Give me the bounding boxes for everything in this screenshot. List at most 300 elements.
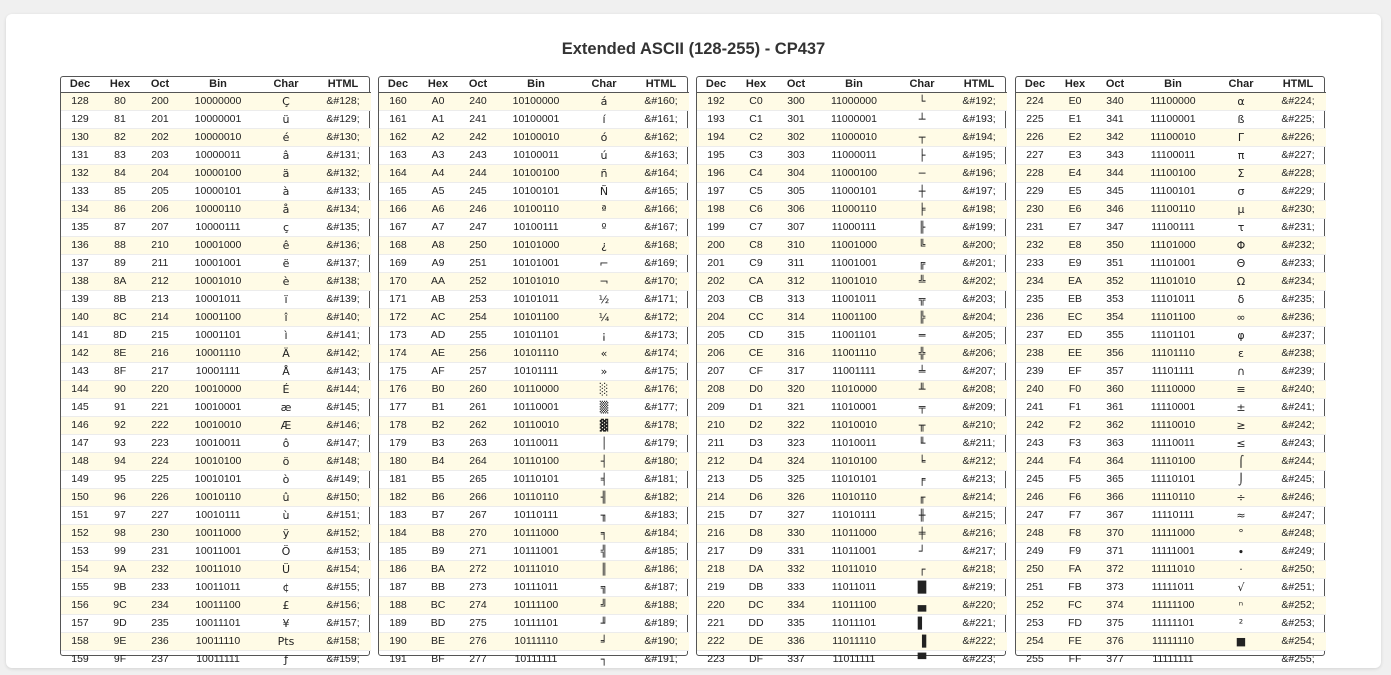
column-header-bin: Bin xyxy=(497,77,575,92)
dec-cell: 246 xyxy=(1016,488,1054,506)
dec-cell: 192 xyxy=(697,92,735,110)
oct-cell: 210 xyxy=(141,236,179,254)
hex-cell: D8 xyxy=(735,524,777,542)
char-cell: ≡ xyxy=(1212,380,1270,398)
ascii-table-1 xyxy=(60,76,370,666)
char-cell: ▀ xyxy=(917,652,927,666)
bin-cell: 11010000 xyxy=(815,380,893,398)
dec-cell: 201 xyxy=(697,254,735,272)
table-row xyxy=(697,542,1007,560)
oct-cell: 203 xyxy=(141,146,179,164)
table-row xyxy=(697,200,1007,218)
char-cell: Pts xyxy=(257,632,315,650)
dec-cell: 167 xyxy=(379,218,417,236)
table-row xyxy=(1016,416,1326,434)
hex-cell: 8F xyxy=(99,362,141,380)
dec-cell: 177 xyxy=(379,398,417,416)
char-cell: ä xyxy=(257,164,315,182)
oct-cell: 317 xyxy=(777,362,815,380)
table-row xyxy=(379,560,689,578)
html-cell: &#223; xyxy=(962,652,996,665)
dec-cell: 151 xyxy=(61,506,99,524)
char-cell: ╢ xyxy=(575,488,633,506)
hex-cell: D2 xyxy=(735,416,777,434)
bin-cell: 10000111 xyxy=(179,218,257,236)
table-row xyxy=(379,326,689,344)
hex-cell: C8 xyxy=(735,236,777,254)
bin-cell: 10110111 xyxy=(497,506,575,524)
dec-cell: 131 xyxy=(61,146,99,164)
oct-cell: 311 xyxy=(777,254,815,272)
table-row xyxy=(697,560,1007,578)
table-row xyxy=(1016,218,1326,236)
oct-cell: 232 xyxy=(141,560,179,578)
bin-cell: 11100101 xyxy=(1134,182,1212,200)
html-cell: &#148; xyxy=(315,452,371,470)
hex-cell: DC xyxy=(735,596,777,614)
bin-cell: 10100100 xyxy=(497,164,575,182)
bin-cell: 10110011 xyxy=(497,434,575,452)
dec-cell: 193 xyxy=(697,110,735,128)
char-cell: ° xyxy=(1212,524,1270,542)
oct-cell: 353 xyxy=(1096,290,1134,308)
oct-cell: 373 xyxy=(1096,578,1134,596)
html-cell: &#215; xyxy=(951,506,1007,524)
bin-cell: 11111100 xyxy=(1134,596,1212,614)
table-row xyxy=(1016,380,1326,398)
dec-cell: 252 xyxy=(1016,596,1054,614)
oct-cell: 233 xyxy=(141,578,179,596)
html-cell: &#245; xyxy=(1270,470,1326,488)
char-cell: Ä xyxy=(257,344,315,362)
char-cell: £ xyxy=(257,596,315,614)
table-row xyxy=(61,182,371,200)
html-cell: &#134; xyxy=(315,200,371,218)
oct-cell: 305 xyxy=(777,182,815,200)
oct-cell: 213 xyxy=(141,290,179,308)
html-cell: &#155; xyxy=(315,578,371,596)
hex-cell: 84 xyxy=(99,164,141,182)
column-header-dec: Dec xyxy=(697,77,735,92)
table-header-row xyxy=(697,77,1007,92)
oct-cell: 331 xyxy=(777,542,815,560)
bin-cell: 11010001 xyxy=(815,398,893,416)
html-cell: &#131; xyxy=(315,146,371,164)
table-row xyxy=(1016,92,1326,110)
html-cell: &#150; xyxy=(315,488,371,506)
html-cell: &#182; xyxy=(633,488,689,506)
bin-cell: 11010110 xyxy=(815,488,893,506)
html-cell: &#234; xyxy=(1270,272,1326,290)
hex-cell: B5 xyxy=(417,470,459,488)
bin-cell: 11000101 xyxy=(815,182,893,200)
table-row xyxy=(61,146,371,164)
bin-cell: 11001011 xyxy=(815,290,893,308)
dec-cell: 135 xyxy=(61,218,99,236)
dec-cell: 231 xyxy=(1016,218,1054,236)
column-header-dec: Dec xyxy=(1016,77,1054,92)
char-cell: δ xyxy=(1212,290,1270,308)
table-row xyxy=(379,596,689,614)
table-row xyxy=(379,218,689,236)
hex-cell: EF xyxy=(1054,362,1096,380)
char-cell: ⌡ xyxy=(1212,470,1270,488)
oct-cell: 302 xyxy=(777,128,815,146)
column-header-bin: Bin xyxy=(1134,77,1212,92)
bin-cell: 11001001 xyxy=(815,254,893,272)
oct-cell: 346 xyxy=(1096,200,1134,218)
dec-cell: 237 xyxy=(1016,326,1054,344)
html-cell: &#163; xyxy=(633,146,689,164)
hex-cell: 87 xyxy=(99,218,141,236)
dec-cell: 185 xyxy=(379,542,417,560)
table-row xyxy=(1016,524,1326,542)
hex-cell: 94 xyxy=(99,452,141,470)
hex-cell: C3 xyxy=(735,146,777,164)
char-cell: σ xyxy=(1212,182,1270,200)
oct-cell: 340 xyxy=(1096,92,1134,110)
char-cell: ƒ xyxy=(284,652,288,666)
bin-cell: 11110110 xyxy=(1134,488,1212,506)
html-cell: &#205; xyxy=(951,326,1007,344)
oct-cell: 251 xyxy=(459,254,497,272)
bin-cell: 10001110 xyxy=(179,344,257,362)
char-cell: ╘ xyxy=(893,452,951,470)
char-cell: · xyxy=(1212,560,1270,578)
oct-cell: 267 xyxy=(459,506,497,524)
char-cell: ê xyxy=(257,236,315,254)
dec-cell: 224 xyxy=(1016,92,1054,110)
char-cell: æ xyxy=(257,398,315,416)
hex-cell: D0 xyxy=(735,380,777,398)
oct-cell: 264 xyxy=(459,452,497,470)
hex-cell: F6 xyxy=(1054,488,1096,506)
dec-cell: 134 xyxy=(61,200,99,218)
html-cell: &#129; xyxy=(315,110,371,128)
oct-cell: 304 xyxy=(777,164,815,182)
table-row xyxy=(697,506,1007,524)
hex-cell: B8 xyxy=(417,524,459,542)
html-cell: &#253; xyxy=(1270,614,1326,632)
html-cell: &#135; xyxy=(315,218,371,236)
char-cell: ╓ xyxy=(893,488,951,506)
hex-cell: E3 xyxy=(1054,146,1096,164)
dec-cell: 188 xyxy=(379,596,417,614)
hex-cell: A1 xyxy=(417,110,459,128)
oct-cell: 263 xyxy=(459,434,497,452)
html-cell: &#164; xyxy=(633,164,689,182)
bin-cell: 11011010 xyxy=(815,560,893,578)
hex-cell: F5 xyxy=(1054,470,1096,488)
table-row xyxy=(1016,488,1326,506)
oct-cell: 355 xyxy=(1096,326,1134,344)
oct-cell: 315 xyxy=(777,326,815,344)
dec-cell: 187 xyxy=(379,578,417,596)
char-cell: φ xyxy=(1212,326,1270,344)
char-cell: ╣ xyxy=(575,542,633,560)
dec-cell: 132 xyxy=(61,164,99,182)
char-cell: ╥ xyxy=(893,416,951,434)
html-cell: &#172; xyxy=(633,308,689,326)
oct-cell: 202 xyxy=(141,128,179,146)
oct-cell: 230 xyxy=(141,524,179,542)
table-row xyxy=(379,452,689,470)
hex-cell: CF xyxy=(735,362,777,380)
bin-cell: 11111000 xyxy=(1134,524,1212,542)
char-cell: ░ xyxy=(575,380,633,398)
oct-cell: 370 xyxy=(1096,524,1134,542)
hex-cell: EA xyxy=(1054,272,1096,290)
hex-cell: 98 xyxy=(99,524,141,542)
bin-cell: 11111010 xyxy=(1134,560,1212,578)
html-cell: &#178; xyxy=(633,416,689,434)
dec-cell: 144 xyxy=(61,380,99,398)
html-cell: &#175; xyxy=(633,362,689,380)
dec-cell: 166 xyxy=(379,200,417,218)
oct-cell: 261 xyxy=(459,398,497,416)
table-row xyxy=(1016,506,1326,524)
bin-cell: 10010011 xyxy=(179,434,257,452)
char-cell: ╪ xyxy=(893,524,951,542)
bin-cell: 10011111 xyxy=(196,652,240,665)
html-cell: &#247; xyxy=(1270,506,1326,524)
html-cell: &#141; xyxy=(315,326,371,344)
dec-cell: 179 xyxy=(379,434,417,452)
hex-cell: B9 xyxy=(417,542,459,560)
oct-cell: 367 xyxy=(1096,506,1134,524)
html-cell: &#227; xyxy=(1270,146,1326,164)
html-cell: &#221; xyxy=(951,614,1007,632)
table-row xyxy=(379,272,689,290)
hex-cell: 9B xyxy=(99,578,141,596)
oct-cell: 374 xyxy=(1096,596,1134,614)
table-row xyxy=(61,650,371,668)
column-header-html: HTML xyxy=(1270,77,1326,92)
oct-cell: 216 xyxy=(141,344,179,362)
char-cell: ╨ xyxy=(893,380,951,398)
html-cell: &#130; xyxy=(315,128,371,146)
hex-cell: A5 xyxy=(417,182,459,200)
oct-cell: 362 xyxy=(1096,416,1134,434)
char-cell: » xyxy=(575,362,633,380)
table-row xyxy=(61,164,371,182)
html-cell: &#157; xyxy=(315,614,371,632)
table-row xyxy=(379,632,689,650)
table-row xyxy=(61,344,371,362)
dec-cell: 207 xyxy=(697,362,735,380)
dec-cell: 226 xyxy=(1016,128,1054,146)
bin-cell: 10001011 xyxy=(179,290,257,308)
bin-cell: 10011000 xyxy=(179,524,257,542)
char-cell: ■ xyxy=(1212,632,1270,650)
bin-cell: 10010110 xyxy=(179,488,257,506)
html-cell: &#190; xyxy=(633,632,689,650)
oct-cell: 242 xyxy=(459,128,497,146)
dec-cell: 181 xyxy=(379,470,417,488)
bin-cell: 11101110 xyxy=(1134,344,1212,362)
bin-cell: 10110010 xyxy=(497,416,575,434)
char-cell: ╖ xyxy=(575,506,633,524)
char-cell: è xyxy=(257,272,315,290)
dec-cell: 239 xyxy=(1016,362,1054,380)
char-cell: ∙ xyxy=(1212,542,1270,560)
html-cell: &#185; xyxy=(633,542,689,560)
html-cell: &#161; xyxy=(633,110,689,128)
hex-cell: AF xyxy=(417,362,459,380)
dec-cell: 191 xyxy=(389,652,407,665)
bin-cell: 10000010 xyxy=(179,128,257,146)
dec-cell: 184 xyxy=(379,524,417,542)
bin-cell: 11111101 xyxy=(1134,614,1212,632)
table-row xyxy=(1016,236,1326,254)
oct-cell: 306 xyxy=(777,200,815,218)
char-cell: é xyxy=(257,128,315,146)
oct-cell: 207 xyxy=(141,218,179,236)
table-row xyxy=(1016,398,1326,416)
oct-cell: 377 xyxy=(1106,652,1124,665)
dec-cell: 160 xyxy=(379,92,417,110)
hex-cell: 82 xyxy=(99,128,141,146)
char-cell: ┴ xyxy=(893,110,951,128)
char-cell: Ñ xyxy=(575,182,633,200)
char-cell: Æ xyxy=(257,416,315,434)
bin-cell: 11110100 xyxy=(1134,452,1212,470)
html-cell: &#144; xyxy=(315,380,371,398)
char-cell: ¼ xyxy=(575,308,633,326)
table-row xyxy=(379,506,689,524)
hex-cell: E1 xyxy=(1054,110,1096,128)
dec-cell: 194 xyxy=(697,128,735,146)
html-cell: &#186; xyxy=(633,560,689,578)
table-row xyxy=(61,218,371,236)
html-cell: &#179; xyxy=(633,434,689,452)
char-cell: ║ xyxy=(575,560,633,578)
oct-cell: 273 xyxy=(459,578,497,596)
dec-cell: 137 xyxy=(61,254,99,272)
html-cell: &#255; xyxy=(1281,652,1315,665)
oct-cell: 347 xyxy=(1096,218,1134,236)
bin-cell: 10000001 xyxy=(179,110,257,128)
html-cell: &#219; xyxy=(951,578,1007,596)
char-cell: ù xyxy=(257,506,315,524)
bin-cell: 10011010 xyxy=(179,560,257,578)
hex-cell: DA xyxy=(735,560,777,578)
bin-cell: 10111110 xyxy=(497,632,575,650)
table-row xyxy=(61,236,371,254)
dec-cell: 147 xyxy=(61,434,99,452)
html-cell: &#233; xyxy=(1270,254,1326,272)
html-cell: &#206; xyxy=(951,344,1007,362)
bin-cell: 10101001 xyxy=(497,254,575,272)
char-cell: ç xyxy=(257,218,315,236)
hex-cell: F4 xyxy=(1054,452,1096,470)
hex-cell: BB xyxy=(417,578,459,596)
html-cell: &#153; xyxy=(315,542,371,560)
bin-cell: 10110110 xyxy=(497,488,575,506)
column-header-hex: Hex xyxy=(735,77,777,92)
table-row xyxy=(61,272,371,290)
html-cell: &#231; xyxy=(1270,218,1326,236)
hex-cell: 9D xyxy=(99,614,141,632)
oct-cell: 237 xyxy=(151,652,169,665)
html-cell: &#136; xyxy=(315,236,371,254)
table-row xyxy=(61,434,371,452)
hex-cell: FF xyxy=(1068,652,1082,665)
char-cell: ─ xyxy=(893,164,951,182)
hex-cell: D1 xyxy=(735,398,777,416)
table-header-row xyxy=(61,77,371,92)
table-row xyxy=(379,398,689,416)
oct-cell: 361 xyxy=(1096,398,1134,416)
html-cell: &#235; xyxy=(1270,290,1326,308)
dec-cell: 136 xyxy=(61,236,99,254)
ascii-table-4 xyxy=(1015,76,1325,665)
oct-cell: 201 xyxy=(141,110,179,128)
hex-cell: 83 xyxy=(99,146,141,164)
oct-cell: 204 xyxy=(141,164,179,182)
html-cell: &#197; xyxy=(951,182,1007,200)
hex-cell: CD xyxy=(735,326,777,344)
html-cell: &#160; xyxy=(633,92,689,110)
html-cell: &#213; xyxy=(951,470,1007,488)
table-row xyxy=(379,308,689,326)
hex-cell: 97 xyxy=(99,506,141,524)
hex-cell: BF xyxy=(431,652,445,665)
html-cell: &#173; xyxy=(633,326,689,344)
bin-cell: 10101100 xyxy=(497,308,575,326)
html-cell: &#226; xyxy=(1270,128,1326,146)
table-row xyxy=(379,290,689,308)
char-cell: ñ xyxy=(575,164,633,182)
char-cell: ¡ xyxy=(575,326,633,344)
oct-cell: 335 xyxy=(777,614,815,632)
hex-cell: E8 xyxy=(1054,236,1096,254)
table-row xyxy=(697,434,1007,452)
char-cell: ú xyxy=(575,146,633,164)
char-cell: ╧ xyxy=(893,362,951,380)
html-cell: &#232; xyxy=(1270,236,1326,254)
char-cell: ═ xyxy=(893,326,951,344)
bin-cell: 10111010 xyxy=(497,560,575,578)
hex-cell: F7 xyxy=(1054,506,1096,524)
bin-cell: 11001010 xyxy=(815,272,893,290)
char-cell: ó xyxy=(575,128,633,146)
table-row xyxy=(1016,182,1326,200)
hex-cell: DB xyxy=(735,578,777,596)
oct-cell: 271 xyxy=(459,542,497,560)
hex-cell: C4 xyxy=(735,164,777,182)
table-row xyxy=(379,146,689,164)
char-cell: ü xyxy=(257,110,315,128)
table-row xyxy=(379,236,689,254)
hex-cell: B0 xyxy=(417,380,459,398)
oct-cell: 322 xyxy=(777,416,815,434)
table-row xyxy=(61,596,371,614)
html-cell: &#236; xyxy=(1270,308,1326,326)
bin-cell: 10011110 xyxy=(179,632,257,650)
char-cell: ╙ xyxy=(893,434,951,452)
oct-cell: 375 xyxy=(1096,614,1134,632)
oct-cell: 241 xyxy=(459,110,497,128)
html-cell: &#218; xyxy=(951,560,1007,578)
char-cell: π xyxy=(1212,146,1270,164)
oct-cell: 300 xyxy=(777,92,815,110)
dec-cell: 140 xyxy=(61,308,99,326)
table-row xyxy=(61,542,371,560)
char-cell: Ω xyxy=(1212,272,1270,290)
oct-cell: 212 xyxy=(141,272,179,290)
table-row xyxy=(61,470,371,488)
